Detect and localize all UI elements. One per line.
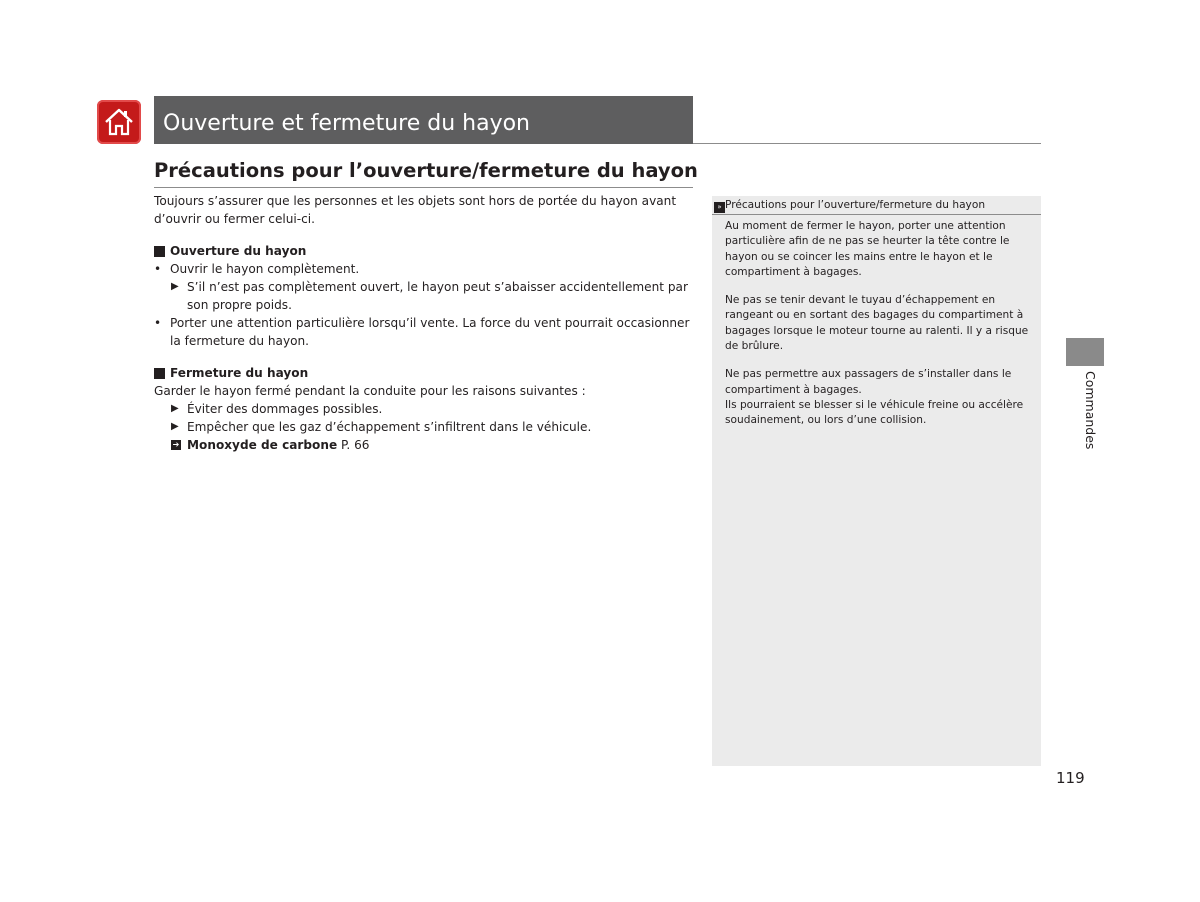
list-sub-item-text: Empêcher que les gaz d’échappement s’infiltrent dans le véhicule. [187, 420, 592, 434]
list-item [154, 314, 694, 350]
section-title: Précautions pour l’ouverture/fermeture du hayon [154, 159, 698, 182]
title-rule [693, 143, 1041, 144]
square-marker-icon [154, 368, 165, 379]
chapter-tab[interactable] [1066, 338, 1104, 366]
opening-heading-label: Ouverture du hayon [170, 244, 307, 258]
list-sub-item [154, 400, 694, 418]
bullet-icon: • [154, 316, 162, 330]
triangle-arrow-icon: ▶ [171, 403, 179, 414]
list-sub-item-text: Éviter des dommages possibles. [187, 402, 383, 416]
list-item-text: Ouvrir le hayon complètement. [170, 262, 360, 276]
list-item [154, 260, 694, 278]
list-sub-item [154, 278, 694, 314]
sidebar-paragraph: Ne pas se tenir devant le tuyau d’échappement en rangeant ou en sortant des bagages du compartiment à bagages lorsque le moteur tourne au ralenti. Il y a risque de brûlure. [725, 294, 1029, 353]
square-marker-icon [154, 246, 165, 257]
double-arrow-icon: » [714, 202, 725, 213]
closing-heading-label: Fermeture du hayon [170, 366, 309, 380]
sidebar-paragraph: Ne pas permettre aux passagers de s’installer dans le compartiment à bagages. [725, 368, 1012, 396]
list-sub-item-text: S’il n’est pas complètement ouvert, le hayon peut s’abaisser accidentellement par son propre poids. [187, 280, 688, 312]
sidebar-heading-label: Précautions pour l’ouverture/fermeture du hayon [725, 199, 986, 211]
closing-text: Garder le hayon fermé pendant la conduite pour les raisons suivantes : [154, 384, 586, 398]
sidebar-paragraph: Ils pourraient se blesser si le véhicule freine ou accélère soudainement, ou lors d’une collision. [725, 398, 1024, 427]
triangle-arrow-icon: ▶ [171, 281, 179, 292]
section-rule [154, 187, 693, 188]
bullet-icon: • [154, 262, 162, 276]
chapter-title: Ouverture et fermeture du hayon [163, 111, 530, 136]
triangle-arrow-icon: ▶ [171, 421, 179, 432]
sidebar-paragraph: Au moment de fermer le hayon, porter une attention particulière afin de ne pas se heurter la tête contre le hayon ou se coincer les mains entre le hayon et le compartiment à bagages. [725, 220, 1010, 278]
reference-arrow-icon: ➔ [172, 440, 180, 449]
home-icon [103, 107, 135, 137]
list-item-text: Porter une attention particulière lorsqu’il vente. La force du vent pourrait occasionner la fermeture du hayon. [170, 316, 690, 348]
cross-reference-page: P. 66 [341, 438, 370, 452]
sidebar-body [725, 219, 1035, 442]
home-button[interactable] [97, 100, 141, 144]
cross-reference-link[interactable] [154, 436, 694, 454]
sidebar-heading [712, 197, 1041, 215]
closing-heading [154, 364, 694, 382]
chapter-tab-label: Commandes [1083, 371, 1098, 450]
opening-heading [154, 242, 694, 260]
sidebar-note [712, 196, 1041, 766]
intro-text: Toujours s’assurer que les personnes et les objets sont hors de portée du hayon avant d’ouvrir ou fermer celui-ci. [154, 194, 677, 226]
page-number: 119 [1056, 769, 1085, 787]
chapter-title-bar [154, 96, 693, 144]
list-sub-item [154, 418, 694, 436]
cross-reference-label: Monoxyde de carbone [187, 438, 338, 452]
main-content [154, 192, 694, 454]
